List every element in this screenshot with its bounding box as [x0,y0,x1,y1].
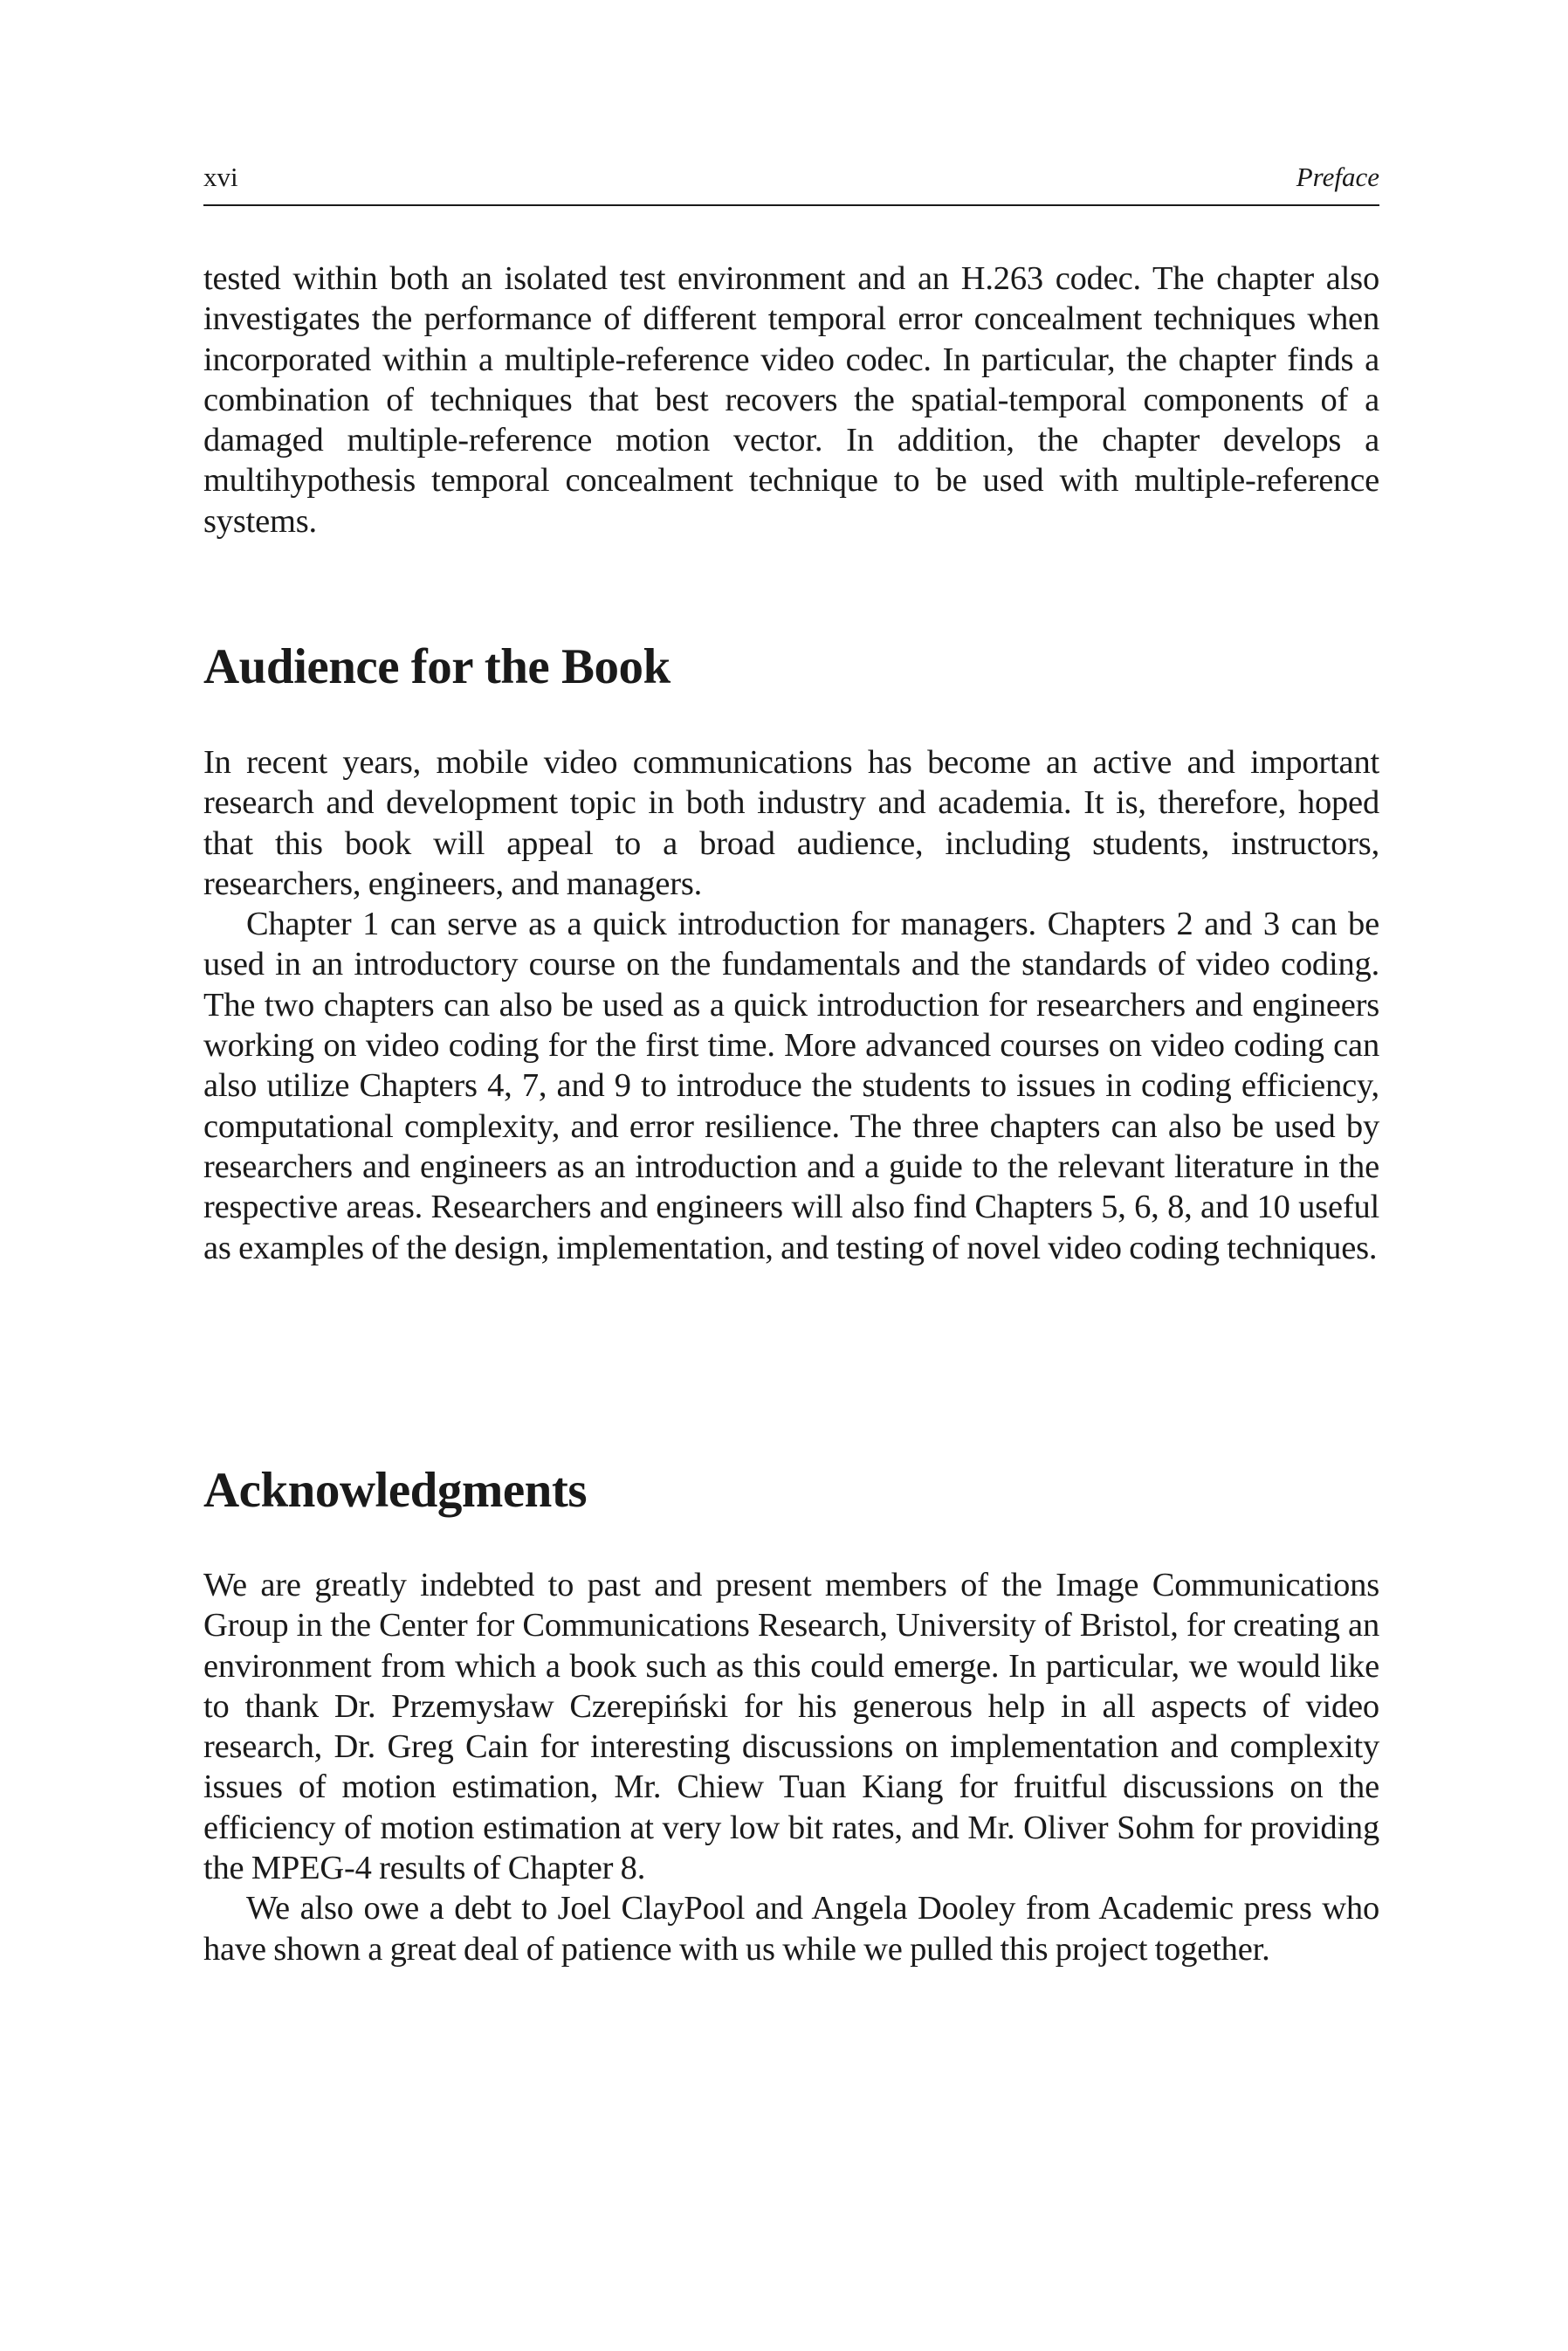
acknowledgments-heading: Acknowledgments [203,1463,588,1518]
acknowledgments-section [203,1565,1379,1969]
intro-block [203,259,1379,541]
intro-paragraph: tested within both an isolated test environment and an H.263 codec. The chapter also investigates the performance of different temporal error concealment techniques when incorporated within a multiple-reference video codec. In particular, the chapter finds a combination of techniques that best recovers the spatial-temporal components of a damaged multiple-reference motion vector. In addition, the chapter develops a multihypothesis temporal concealment technique to be used with multiple-reference systems. [203,260,1379,540]
running-head [203,160,1379,195]
audience-paragraph-1: In recent years, mobile video communications has become an active and important research and development topic in both industry and academia. It is, therefore, hoped that this book will appeal to a broad audience, including students, instructors, researchers, engineers, and managers. [203,744,1379,902]
audience-section [203,742,1379,1268]
acknowledgments-paragraph-2: We also owe a debt to Joel ClayPool and Angela Dooley from Academic press who have shown a great deal of patience with us while we pulled this project together. [203,1890,1379,1968]
audience-heading: Audience for the Book [203,639,671,694]
acknowledgments-paragraph-1: We are greatly indebted to past and present members of the Image Communications Group in the Center for Communications Research, University of Bristol, for creating an environment from which a book such as this could emerge. In particular, we would like to thank Dr. Przemysław Czerepiński for his generous help in all aspects of video research, Dr. Greg Cain for interesting discussions on implementation and complexity issues of motion estimation, Mr. Chiew Tuan Kiang for fruitful discussions on the efficiency of motion estimation at very low bit rates, and Mr. Oliver Sohm for providing the MPEG-4 results of Chapter 8. [203,1567,1379,1887]
audience-paragraph-2: Chapter 1 can serve as a quick introduction for managers. Chapters 2 and 3 can be used in an introductory course on the fundamentals and the standards of video coding. The two chapters can also be used as a quick introduction for researchers and engineers working on video coding for the first time. More advanced courses on video coding can also utilize Chapters 4, 7, and 9 to introduce the students to issues in coding efficiency, computational complexity, and error resilience. The three chapters can also be used by researchers and engineers as an introduction and a guide to the relevant literature in the respective areas. Researchers and engineers will also find Chapters 5, 6, 8, and 10 useful as examples of the design, implementation, and testing of novel video coding techniques. [203,906,1379,1266]
running-head-section: Preface [1296,162,1379,192]
page-number: xvi [203,162,238,192]
header-rule [203,204,1379,206]
